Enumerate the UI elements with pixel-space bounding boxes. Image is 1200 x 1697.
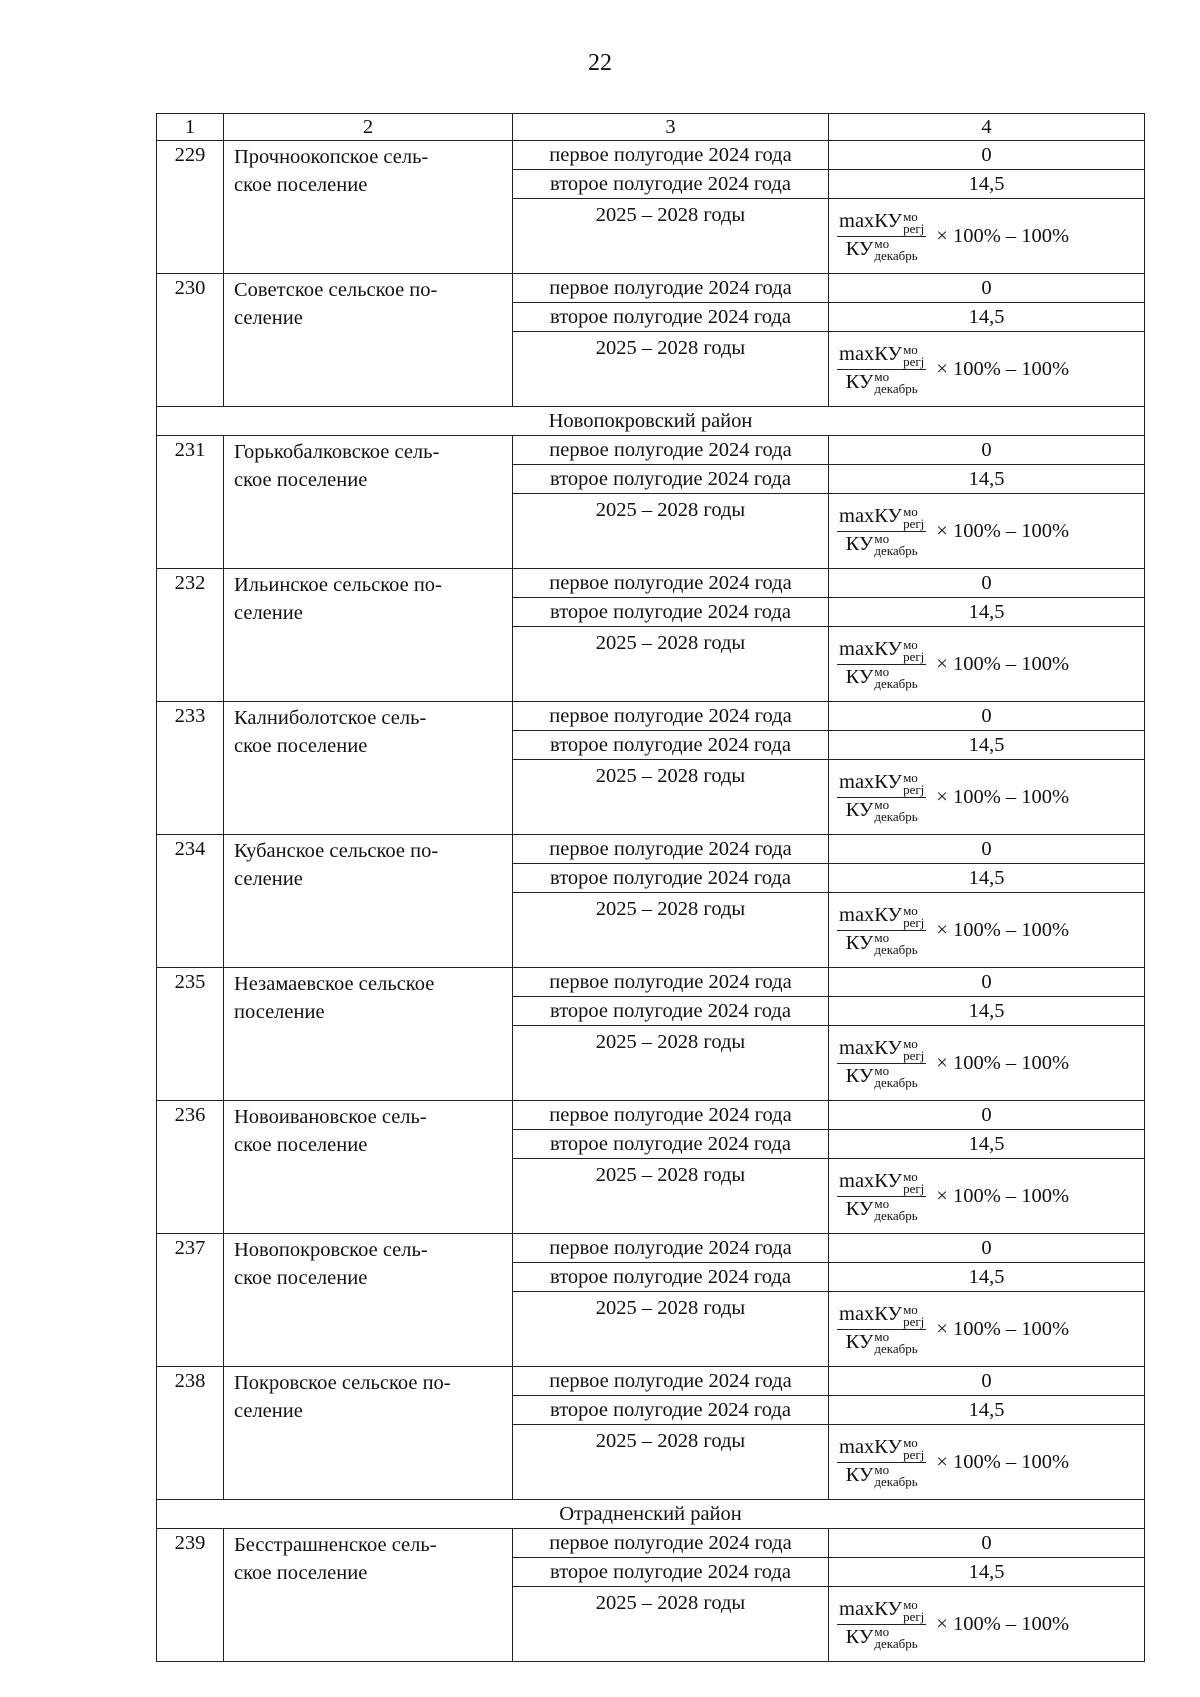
formula <box>829 1598 1144 1650</box>
value-second-half-2024: 14,5 <box>829 1130 1145 1159</box>
formula-multiplier: × 100% – 100% <box>936 225 1070 247</box>
period-second-half-2024: второе полугодие 2024 года <box>513 1558 829 1587</box>
formula <box>829 1170 1144 1222</box>
formula-numerator-sub: регj <box>903 515 925 531</box>
settlement-name: Прочноокопское сель- ское поселение <box>224 141 513 274</box>
formula-denominator-indices <box>874 663 918 691</box>
formula-multiplier: × 100% – 100% <box>936 1185 1070 1207</box>
value-2025-2028 <box>829 199 1145 274</box>
formula-denominator-sup: мо <box>874 796 890 812</box>
period-2025-2028: 2025 – 2028 годы <box>513 1425 829 1500</box>
formula-denominator-indices <box>874 796 918 824</box>
formula-numerator <box>837 1170 926 1196</box>
value-first-half-2024: 0 <box>829 1367 1145 1396</box>
settlement-name: Покровское сельское по- селение <box>224 1367 513 1500</box>
formula-numerator <box>837 771 926 797</box>
formula-denominator-sup: мо <box>874 663 890 679</box>
formula-denominator-indices <box>874 1461 918 1489</box>
value-first-half-2024: 0 <box>829 1101 1145 1130</box>
formula-numerator-sub: регj <box>903 781 925 797</box>
row-number: 236 <box>157 1101 224 1234</box>
formula-numerator-sup: мо <box>903 1434 918 1450</box>
settlement-name: Новопокровское сель- ское поселение <box>224 1234 513 1367</box>
period-2025-2028: 2025 – 2028 годы <box>513 1159 829 1234</box>
formula-numerator-sup: мо <box>903 503 918 519</box>
row-number: 233 <box>157 702 224 835</box>
table-row <box>157 1101 1145 1130</box>
formula <box>829 210 1144 262</box>
formula-numerator-base: maxКУ <box>839 343 903 366</box>
value-first-half-2024: 0 <box>829 274 1145 303</box>
table-row <box>157 274 1145 303</box>
formula-denominator-base: КУ <box>845 1463 874 1486</box>
formula-multiplier: × 100% – 100% <box>936 358 1070 380</box>
formula-numerator-sup: мо <box>903 208 918 224</box>
formula-numerator-base: maxКУ <box>839 1436 903 1459</box>
period-first-half-2024: первое полугодие 2024 года <box>513 835 829 864</box>
formula-numerator <box>837 904 926 930</box>
period-2025-2028: 2025 – 2028 годы <box>513 1292 829 1367</box>
formula-numerator <box>837 638 926 664</box>
settlement-name: Ильинское сельское по- селение <box>224 569 513 702</box>
period-first-half-2024: первое полугодие 2024 года <box>513 1367 829 1396</box>
formula-numerator-sup: мо <box>903 769 918 785</box>
formula-numerator-base: maxКУ <box>839 771 903 794</box>
period-2025-2028: 2025 – 2028 годы <box>513 760 829 835</box>
formula-denominator-indices <box>874 1195 918 1223</box>
formula-denominator-base: КУ <box>845 237 874 260</box>
period-first-half-2024: первое полугодие 2024 года <box>513 1101 829 1130</box>
formula <box>829 638 1144 690</box>
table-row <box>157 1529 1145 1558</box>
row-number: 237 <box>157 1234 224 1367</box>
value-first-half-2024: 0 <box>829 702 1145 731</box>
value-first-half-2024: 0 <box>829 436 1145 465</box>
formula-denominator-indices <box>874 530 918 558</box>
formula-denominator-sub: декабрь <box>874 1340 918 1356</box>
table-row <box>157 835 1145 864</box>
formula-denominator-indices <box>874 929 918 957</box>
formula-numerator <box>837 343 926 369</box>
formula-numerator-base: maxКУ <box>839 1598 903 1621</box>
settlement-name: Новоивановское сель- ское поселение <box>224 1101 513 1234</box>
formula-numerator-indices <box>903 769 925 797</box>
formula <box>829 904 1144 956</box>
formula-fraction <box>837 771 926 823</box>
formula-fraction <box>837 210 926 262</box>
formula-numerator-base: maxКУ <box>839 210 903 233</box>
formula-numerator <box>837 1303 926 1329</box>
value-2025-2028 <box>829 1587 1145 1662</box>
period-second-half-2024: второе полугодие 2024 года <box>513 465 829 494</box>
formula-denominator <box>844 931 920 956</box>
formula-denominator-sup: мо <box>874 235 890 251</box>
value-2025-2028 <box>829 1159 1145 1234</box>
period-second-half-2024: второе полугодие 2024 года <box>513 1396 829 1425</box>
row-number: 229 <box>157 141 224 274</box>
formula-denominator <box>844 1463 920 1488</box>
formula-denominator-sup: мо <box>874 929 890 945</box>
period-2025-2028: 2025 – 2028 годы <box>513 199 829 274</box>
formula-numerator-sub: регj <box>903 353 925 369</box>
formula-denominator <box>844 237 920 262</box>
column-header: 3 <box>513 114 829 141</box>
value-2025-2028 <box>829 332 1145 407</box>
settlement-name: Бесстрашненское сель- ское поселение <box>224 1529 513 1662</box>
period-second-half-2024: второе полугодие 2024 года <box>513 731 829 760</box>
formula-denominator <box>844 1064 920 1089</box>
period-second-half-2024: второе полугодие 2024 года <box>513 598 829 627</box>
formula-numerator-sup: мо <box>903 1596 918 1612</box>
formula-numerator-sub: регj <box>903 1608 925 1624</box>
formula-denominator-sub: декабрь <box>874 675 918 691</box>
formula-denominator-sub: декабрь <box>874 1207 918 1223</box>
formula <box>829 771 1144 823</box>
formula-numerator-indices <box>903 503 925 531</box>
formula-numerator-indices <box>903 1168 925 1196</box>
period-first-half-2024: первое полугодие 2024 года <box>513 702 829 731</box>
formula-denominator-sup: мо <box>874 1062 890 1078</box>
formula-numerator-sub: регj <box>903 914 925 930</box>
formula-numerator-base: maxКУ <box>839 505 903 528</box>
formula-fraction <box>837 1598 926 1650</box>
formula-denominator-indices <box>874 1328 918 1356</box>
formula-denominator-sub: декабрь <box>874 808 918 824</box>
formula-fraction <box>837 343 926 395</box>
formula-numerator-sub: регj <box>903 1180 925 1196</box>
formula-denominator <box>844 370 920 395</box>
formula-fraction <box>837 1170 926 1222</box>
table-row <box>157 569 1145 598</box>
column-header: 2 <box>224 114 513 141</box>
table-row <box>157 968 1145 997</box>
formula-numerator-indices <box>903 636 925 664</box>
formula <box>829 1037 1144 1089</box>
formula-denominator-sup: мо <box>874 1461 890 1477</box>
formula-denominator-sup: мо <box>874 1623 890 1639</box>
formula-denominator-sub: декабрь <box>874 1473 918 1489</box>
formula-denominator-sup: мо <box>874 530 890 546</box>
period-second-half-2024: второе полугодие 2024 года <box>513 303 829 332</box>
row-number: 234 <box>157 835 224 968</box>
row-number: 238 <box>157 1367 224 1500</box>
period-first-half-2024: первое полугодие 2024 года <box>513 436 829 465</box>
value-first-half-2024: 0 <box>829 141 1145 170</box>
formula-denominator-indices <box>874 235 918 263</box>
formula-multiplier: × 100% – 100% <box>936 1318 1070 1340</box>
formula-numerator-indices <box>903 1035 925 1063</box>
formula-multiplier: × 100% – 100% <box>936 1052 1070 1074</box>
formula-numerator-sub: регj <box>903 1446 925 1462</box>
value-2025-2028 <box>829 494 1145 569</box>
period-2025-2028: 2025 – 2028 годы <box>513 332 829 407</box>
formula-denominator-base: КУ <box>845 931 874 954</box>
period-2025-2028: 2025 – 2028 годы <box>513 1026 829 1101</box>
formula-numerator-sub: регj <box>903 648 925 664</box>
period-first-half-2024: первое полугодие 2024 года <box>513 968 829 997</box>
district-name: Новопокровский район <box>157 407 1145 436</box>
period-first-half-2024: первое полугодие 2024 года <box>513 1529 829 1558</box>
row-number: 230 <box>157 274 224 407</box>
row-number: 239 <box>157 1529 224 1662</box>
value-second-half-2024: 14,5 <box>829 598 1145 627</box>
formula-numerator-indices <box>903 902 925 930</box>
formula-fraction <box>837 1037 926 1089</box>
period-first-half-2024: первое полугодие 2024 года <box>513 141 829 170</box>
formula-denominator <box>844 1197 920 1222</box>
formula-numerator-sup: мо <box>903 636 918 652</box>
formula-numerator-sub: регj <box>903 1047 925 1063</box>
settlement-name: Кубанское сельское по- селение <box>224 835 513 968</box>
formula-numerator <box>837 1037 926 1063</box>
period-second-half-2024: второе полугодие 2024 года <box>513 170 829 199</box>
formula-numerator <box>837 1436 926 1462</box>
formula <box>829 343 1144 395</box>
row-number: 235 <box>157 968 224 1101</box>
value-first-half-2024: 0 <box>829 1234 1145 1263</box>
value-second-half-2024: 14,5 <box>829 864 1145 893</box>
formula-denominator-indices <box>874 368 918 396</box>
formula-denominator-sup: мо <box>874 1195 890 1211</box>
settlement-name: Советское сельское по- селение <box>224 274 513 407</box>
value-second-half-2024: 14,5 <box>829 1558 1145 1587</box>
formula-denominator-base: КУ <box>845 1064 874 1087</box>
formula <box>829 505 1144 557</box>
formula-numerator-indices <box>903 1301 925 1329</box>
formula-denominator <box>844 798 920 823</box>
formula-denominator-base: КУ <box>845 1625 874 1648</box>
settlement-name: Незамаевское сельское поселение <box>224 968 513 1101</box>
formula-denominator-sub: декабрь <box>874 1074 918 1090</box>
row-number: 232 <box>157 569 224 702</box>
formula-numerator-sup: мо <box>903 902 918 918</box>
value-second-half-2024: 14,5 <box>829 303 1145 332</box>
settlement-name: Калниболотское сель- ское поселение <box>224 702 513 835</box>
value-2025-2028 <box>829 760 1145 835</box>
table-row <box>157 1367 1145 1396</box>
formula-numerator-base: maxКУ <box>839 1037 903 1060</box>
value-2025-2028 <box>829 1425 1145 1500</box>
formula-multiplier: × 100% – 100% <box>936 919 1070 941</box>
value-first-half-2024: 0 <box>829 569 1145 598</box>
page-number: 22 <box>588 50 612 76</box>
period-second-half-2024: второе полугодие 2024 года <box>513 1130 829 1159</box>
value-second-half-2024: 14,5 <box>829 465 1145 494</box>
formula-denominator-sub: декабрь <box>874 1635 918 1651</box>
formula-denominator-sub: декабрь <box>874 380 918 396</box>
formula-denominator-sup: мо <box>874 1328 890 1344</box>
value-2025-2028 <box>829 1292 1145 1367</box>
formula-fraction <box>837 1436 926 1488</box>
formula-denominator-sup: мо <box>874 368 890 384</box>
formula-multiplier: × 100% – 100% <box>936 653 1070 675</box>
period-first-half-2024: первое полугодие 2024 года <box>513 1234 829 1263</box>
formula-fraction <box>837 904 926 956</box>
formula-fraction <box>837 505 926 557</box>
period-second-half-2024: второе полугодие 2024 года <box>513 864 829 893</box>
period-2025-2028: 2025 – 2028 годы <box>513 893 829 968</box>
formula-numerator-sup: мо <box>903 1035 918 1051</box>
district-row <box>157 1500 1145 1529</box>
value-2025-2028 <box>829 1026 1145 1101</box>
district-name: Отрадненский район <box>157 1500 1145 1529</box>
formula-denominator-indices <box>874 1623 918 1651</box>
formula <box>829 1436 1144 1488</box>
value-second-half-2024: 14,5 <box>829 997 1145 1026</box>
formula-denominator-base: КУ <box>845 798 874 821</box>
table-row <box>157 702 1145 731</box>
formula-multiplier: × 100% – 100% <box>936 1451 1070 1473</box>
formula-numerator-indices <box>903 1434 925 1462</box>
formula-numerator-base: maxКУ <box>839 1170 903 1193</box>
value-2025-2028 <box>829 893 1145 968</box>
table-row <box>157 436 1145 465</box>
formula-denominator <box>844 1330 920 1355</box>
value-first-half-2024: 0 <box>829 835 1145 864</box>
table-row <box>157 141 1145 170</box>
formula-multiplier: × 100% – 100% <box>936 1613 1070 1635</box>
formula-fraction <box>837 1303 926 1355</box>
column-header: 4 <box>829 114 1145 141</box>
formula-numerator-base: maxКУ <box>839 1303 903 1326</box>
value-second-half-2024: 14,5 <box>829 1396 1145 1425</box>
header-row <box>157 114 1145 141</box>
formula-numerator-sup: мо <box>903 1301 918 1317</box>
period-second-half-2024: второе полугодие 2024 года <box>513 997 829 1026</box>
formula-numerator-indices <box>903 341 925 369</box>
formula-denominator <box>844 665 920 690</box>
formula-denominator <box>844 532 920 557</box>
period-second-half-2024: второе полугодие 2024 года <box>513 1263 829 1292</box>
period-2025-2028: 2025 – 2028 годы <box>513 1587 829 1662</box>
formula-multiplier: × 100% – 100% <box>936 520 1070 542</box>
formula-numerator-sub: регj <box>903 220 925 236</box>
table-row <box>157 1234 1145 1263</box>
settlement-name: Горькобалковское сель- ское поселение <box>224 436 513 569</box>
value-first-half-2024: 0 <box>829 1529 1145 1558</box>
period-first-half-2024: первое полугодие 2024 года <box>513 274 829 303</box>
value-second-half-2024: 14,5 <box>829 1263 1145 1292</box>
settlements-table <box>156 113 1145 1662</box>
formula-denominator-base: КУ <box>845 1330 874 1353</box>
period-2025-2028: 2025 – 2028 годы <box>513 627 829 702</box>
formula-numerator <box>837 210 926 236</box>
formula-denominator-indices <box>874 1062 918 1090</box>
value-first-half-2024: 0 <box>829 968 1145 997</box>
formula-numerator-indices <box>903 1596 925 1624</box>
formula-numerator-sup: мо <box>903 341 918 357</box>
formula-fraction <box>837 638 926 690</box>
formula-multiplier: × 100% – 100% <box>936 786 1070 808</box>
formula-denominator-base: КУ <box>845 370 874 393</box>
value-second-half-2024: 14,5 <box>829 731 1145 760</box>
formula-denominator <box>844 1625 920 1650</box>
period-first-half-2024: первое полугодие 2024 года <box>513 569 829 598</box>
formula-denominator-sub: декабрь <box>874 941 918 957</box>
row-number: 231 <box>157 436 224 569</box>
formula-denominator-sub: декабрь <box>874 542 918 558</box>
formula <box>829 1303 1144 1355</box>
value-2025-2028 <box>829 627 1145 702</box>
formula-denominator-base: КУ <box>845 665 874 688</box>
formula-numerator <box>837 1598 926 1624</box>
value-second-half-2024: 14,5 <box>829 170 1145 199</box>
formula-numerator <box>837 505 926 531</box>
formula-denominator-base: КУ <box>845 1197 874 1220</box>
formula-numerator-sub: регj <box>903 1313 925 1329</box>
formula-numerator-base: maxКУ <box>839 904 903 927</box>
district-row <box>157 407 1145 436</box>
formula-numerator-indices <box>903 208 925 236</box>
column-header: 1 <box>157 114 224 141</box>
formula-denominator-base: КУ <box>845 532 874 555</box>
formula-numerator-sup: мо <box>903 1168 918 1184</box>
period-2025-2028: 2025 – 2028 годы <box>513 494 829 569</box>
formula-numerator-base: maxКУ <box>839 638 903 661</box>
formula-denominator-sub: декабрь <box>874 247 918 263</box>
